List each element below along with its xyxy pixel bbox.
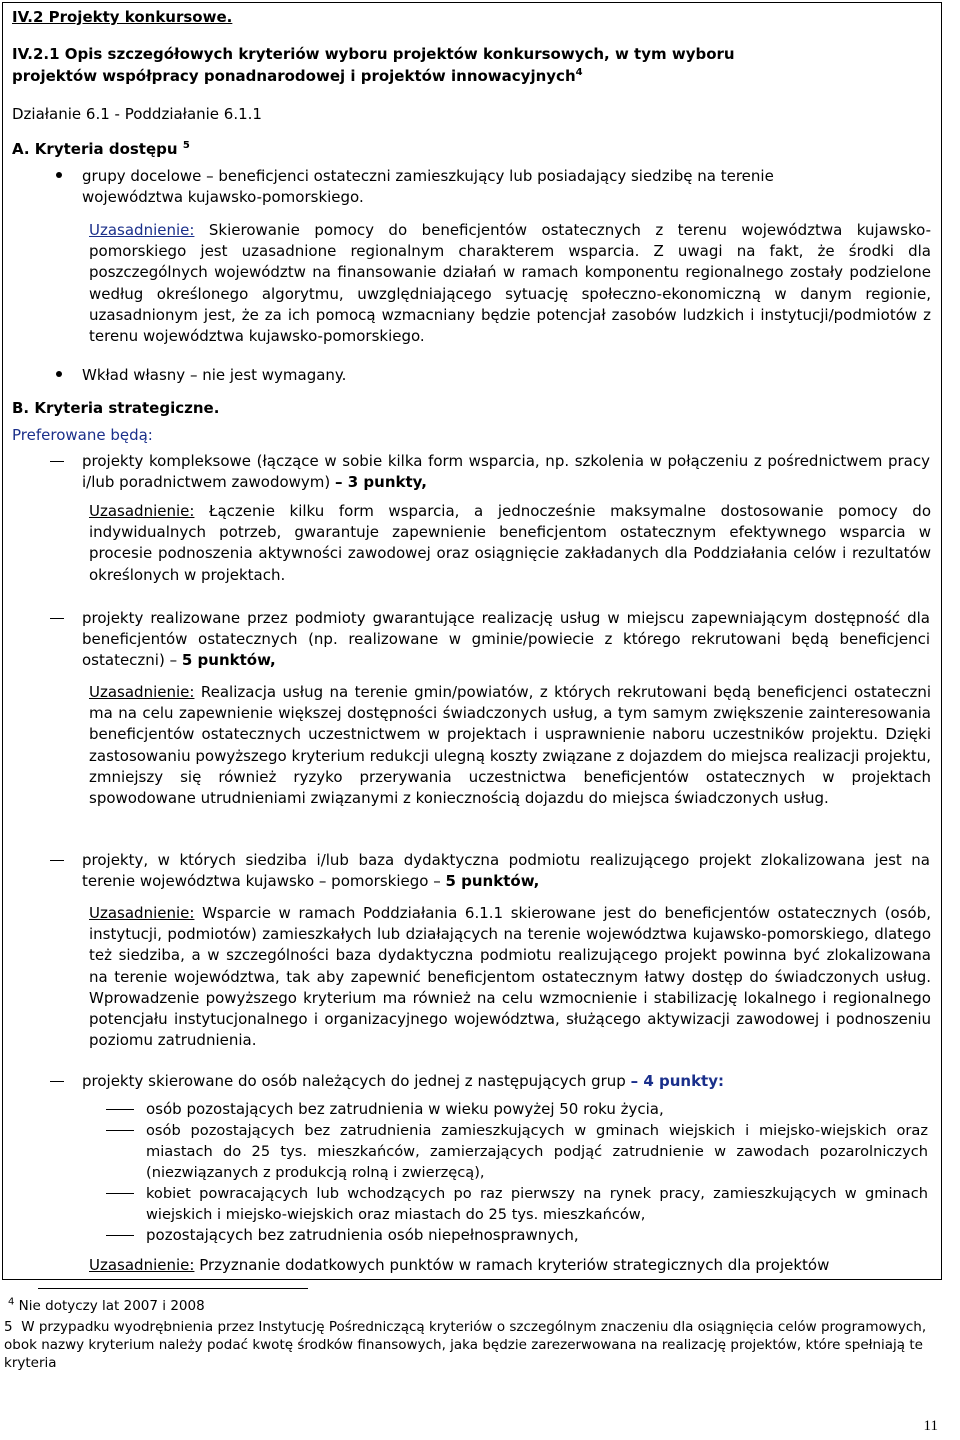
criterion-item-4-justification: Uzasadnienie: Przyznanie dodatkowych punktów w ramach kryteriów strategicznych dla projektów	[89, 1256, 830, 1274]
bullet-2: Wkład własny – nie jest wymagany.	[82, 366, 347, 384]
footnote-4: $^4$ Nie dotyczy lat 2007 i 2008	[8, 1296, 205, 1314]
dash-icon	[50, 1081, 64, 1082]
dash-icon	[50, 860, 64, 861]
criteria-a-heading: A. Kryteria dostępu $^5$	[12, 140, 190, 158]
section-heading: IV.2 Projekty konkursowe.	[12, 8, 233, 26]
criterion-item-3-justification: Uzasadnienie: Wsparcie w ramach Poddziałania 6.1.1 skierowane jest do beneficjentów ostatecznych (osób, instytucji, podmiotów) zamieszkałych lub działających na terenie województwa kujawsko-pomorskiego, dlatego też siedziba, a w szczególności baza dydaktyczna podmiotu realizującego projekt powinna być zlokalizowana na terenie województwa, tak aby zapewnić beneficjentom ostatecznym łatwy dostęp do świadczonych usług. Wprowadzenie powyższego kryterium ma również na celu wzmocnienie i stabilizację lokalnego i regionalnego potencjału instytucjonalnego i organizacyjnego województwa, służącego aktywizacji zawodowej i podnoszeniu poziomu zatrudnienia.	[89, 904, 931, 1050]
footnote-mark: 5	[4, 1319, 13, 1335]
criteria-a-justification	[89, 220, 931, 347]
footnote-ref-5[interactable]: 5	[182, 140, 190, 151]
subitem-3: kobiet powracających lub wchodzących po raz pierwszy na rynek pracy, zamieszkujących w gminach wiejskich i miejsko-wiejskich oraz miastach do 25 tys. mieszkańców,	[146, 1185, 928, 1224]
bullet-1-line-1: grupy docelowe – beneficjenci ostateczni zamieszkujący lub posiadający siedzibę na terenie	[82, 167, 774, 185]
criterion-item-2-justification: Uzasadnienie: Realizacja usług na terenie gmin/powiatów, z których rekrutowani będą beneficjenci ostateczni ma na celu zapewnienie większej dostępności świadczonych usług, a tym samym zwiększenie zainteresowania beneficjentów ostatecznych uczestnictwem w projektach i usprawnienie naboru uczestników projektu. Dzięki zastosowaniu powyższego kryterium redukcji ulegną koszty związane z dojazdem do miejsca realizacji projektu, zmniejszy się również ryzyko przerywania uczestnictwa beneficjentów ostatecznych w projektach spowodowane utrudnieniami związanymi z koniecznością dojazdu do miejsca świadczonych usług.	[89, 683, 931, 808]
criteria-b-heading: B. Kryteria strategiczne.	[12, 399, 220, 417]
measure-title: Działanie 6.1 - Poddziałanie 6.1.1	[12, 105, 262, 123]
dash-icon	[50, 618, 64, 619]
footnote-5: 5 W przypadku wyodrębnienia przez Instytucję Pośredniczącą kryteriów o szczególnym znaczeniu dla osiągnięcia celów programowych, obok nazwy kryterium należy podać kwotę środków finansowych, jaka będzie zarezerwowana na realizację projektów, które spełniają te kryteria	[4, 1319, 927, 1371]
bullet-icon	[56, 371, 62, 377]
subitem-1: osób pozostających bez zatrudnienia w wieku powyżej 50 roku życia,	[146, 1100, 664, 1118]
subheading-line-2: projektów współpracy ponadnarodowej i projektów innowacyjnych$^4$	[12, 67, 583, 85]
criterion-item-2: projekty realizowane przez podmioty gwarantujące realizację usług w miejscu zapewniającym dostępność dla beneficjentów ostatecznych (np. realizowane w gminie/powiecie z którego rekrutowani będą beneficjenci ostateczni) – 5 punktów,	[82, 609, 930, 670]
dash-icon	[106, 1193, 134, 1194]
dash-icon	[106, 1109, 134, 1110]
footnote-mark: 4	[8, 1296, 15, 1308]
justification-label: Uzasadnienie:	[89, 904, 195, 922]
footnote-ref-4[interactable]: 4	[575, 67, 583, 78]
subitem-2: osób pozostających bez zatrudnienia zamieszkujących w gminach wiejskich i miejsko-wiejskich oraz miastach do 25 tys. mieszkańców, zamierzających podjąć zatrudnienie w zawodach pozarolniczych (niezwiązanych z produkcją rolną i zwierzęcą),	[146, 1122, 928, 1182]
dash-icon	[106, 1130, 134, 1131]
justification-label: Uzasadnienie:	[89, 502, 195, 520]
footnote-separator	[38, 1288, 308, 1289]
page-number: 11	[923, 1418, 938, 1434]
criterion-item-1-justification: Uzasadnienie: Łączenie kilku form wsparcia, a jednocześnie maksymalne dostosowanie pomocy do indywidualnych potrzeb, gwarantuje zapewnienie beneficjentom ostatecznym efektywnego wsparcia w procesie podnoszenia aktywności zawodowej oraz osiągnięcie zakładanych dla Poddziałania celów i rezultatów określonych w projektach.	[89, 502, 931, 584]
criterion-item-1: projekty kompleksowe (łączące w sobie kilka form wsparcia, np. szkolenia w połączeniu z pośrednictwem pracy i/lub poradnictwem zawodowym) – 3 punkty,	[82, 452, 930, 492]
justification-text: Skierowanie pomocy do beneficjentów ostatecznych z terenu województwa kujawsko-pomorskiego jest uzasadnione regionalnym charakterem wsparcia. Z uwagi na fakt, że środki dla poszczególnych województw na finansowanie działań w ramach komponentu regionalnego zostały podzielone według określonego algorytmu, uwzględniającego sytuację społeczno-ekonomiczną w danym regionie, uzasadnionym jest, że za ich pomocą wzmacniany będzie potencjał zasobów ludzkich i instytucji/podmiotów z terenu województwa kujawsko-pomorskiego.	[89, 221, 931, 346]
justification-label: Uzasadnienie:	[89, 221, 195, 239]
subheading-line-1: IV.2.1 Opis szczegółowych kryteriów wyboru projektów konkursowych, w tym wyboru	[12, 45, 735, 63]
subitem-4: pozostających bez zatrudnienia osób niepełnosprawnych,	[146, 1226, 579, 1244]
bullet-icon	[56, 172, 62, 178]
justification-label: Uzasadnienie:	[89, 1256, 195, 1274]
bullet-1-line-2: województwa kujawsko-pomorskiego.	[82, 188, 364, 206]
criterion-item-4: projekty skierowane do osób należących do jednej z następujących grup – 4 punkty:	[82, 1072, 725, 1090]
dash-icon	[106, 1235, 134, 1236]
dash-icon	[50, 461, 64, 462]
justification-label: Uzasadnienie:	[89, 683, 195, 701]
preferred-label: Preferowane będą:	[12, 426, 153, 444]
criterion-item-3: projekty, w których siedziba i/lub baza dydaktyczna podmiotu realizującego projekt zlokalizowana jest na terenie województwa kujawsko – pomorskiego – 5 punktów,	[82, 851, 930, 891]
